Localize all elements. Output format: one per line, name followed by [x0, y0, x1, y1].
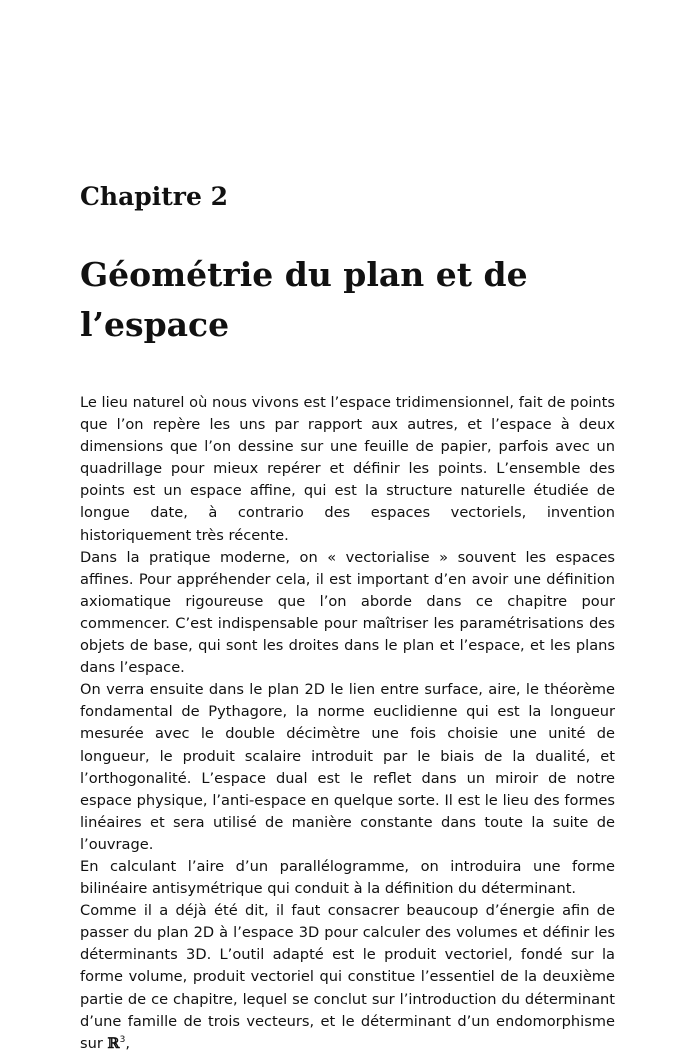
chapter-title	[80, 250, 620, 350]
paragraph-5-text: Comme il a déjà été dit, il faut consacrer beaucoup d’énergie afin de passer du plan 2D à l’espace 3D pour calculer des volumes et définir les déterminants 3D. L’outil adapté est le produit vectoriel, fondé sur la forme volume, produit vectoriel qui constitue l’essentiel de la deuxième partie de ce chapitre, lequel se conclut sur l’introduction du déterminant d’une famille de trois vecteurs, et le déterminant d’un endomorphisme sur	[80, 902, 615, 1052]
exponent: 3	[119, 1034, 126, 1045]
reals-symbol: ℝ	[107, 1034, 120, 1052]
paragraph-5	[80, 900, 615, 1055]
chapter-title-line-2: l’espace	[80, 305, 230, 344]
paragraph-4: En calculant l’aire d’un parallélogramme, on introduira une forme bilinéaire antisymétrique qui conduit à la définition du déterminant.	[80, 857, 615, 898]
paragraph-2: Dans la pratique moderne, on « vectorialise » souvent les espaces affines. Pour appréhender cela, il est important d’en avoir une définition axiomatique rigoureuse que l’on aborde dans ce chapitre pour commencer. C’est indispensable pour maîtriser les paramétrisations des objets de base, qui sont les droites dans le plan et l’espace, et les plans dans l’espace.	[80, 548, 615, 677]
chapter-title-line-1: Géométrie du plan et de	[80, 255, 528, 294]
paragraph-3: On verra ensuite dans le plan 2D le lien entre surface, aire, le théorème fondamental de Pythagore, la norme euclidienne qui est la longueur mesurée avec le double décimètre une fois choisie une unité de longueur, le produit scalaire introduit par le biais de la dualité, et l’orthogonalité. L’espace dual est le reflet dans un miroir de notre espace physique, l’anti-espace en quelque sorte. Il est le lieu des formes linéaires et sera utilisé de manière constante dans toute la suite de l’ouvrage.	[80, 681, 615, 853]
chapter-label: Chapitre 2	[80, 182, 228, 211]
paragraph-1: Le lieu naturel où nous vivons est l’espace tridimensionnel, fait de points que l’on repère les uns par rapport aux autres, et l’espace à deux dimensions que l’on dessine sur une feuille de papier, parfois avec un quadrillage pour mieux repérer et définir les points. L’ensemble des points est un espace affine, qui est la structure naturelle étudiée de longue date, à contrario des espaces vectoriels, invention historiquement très récente.	[80, 394, 615, 544]
body-text	[80, 392, 615, 1055]
trailing-punct: ,	[125, 1034, 131, 1052]
